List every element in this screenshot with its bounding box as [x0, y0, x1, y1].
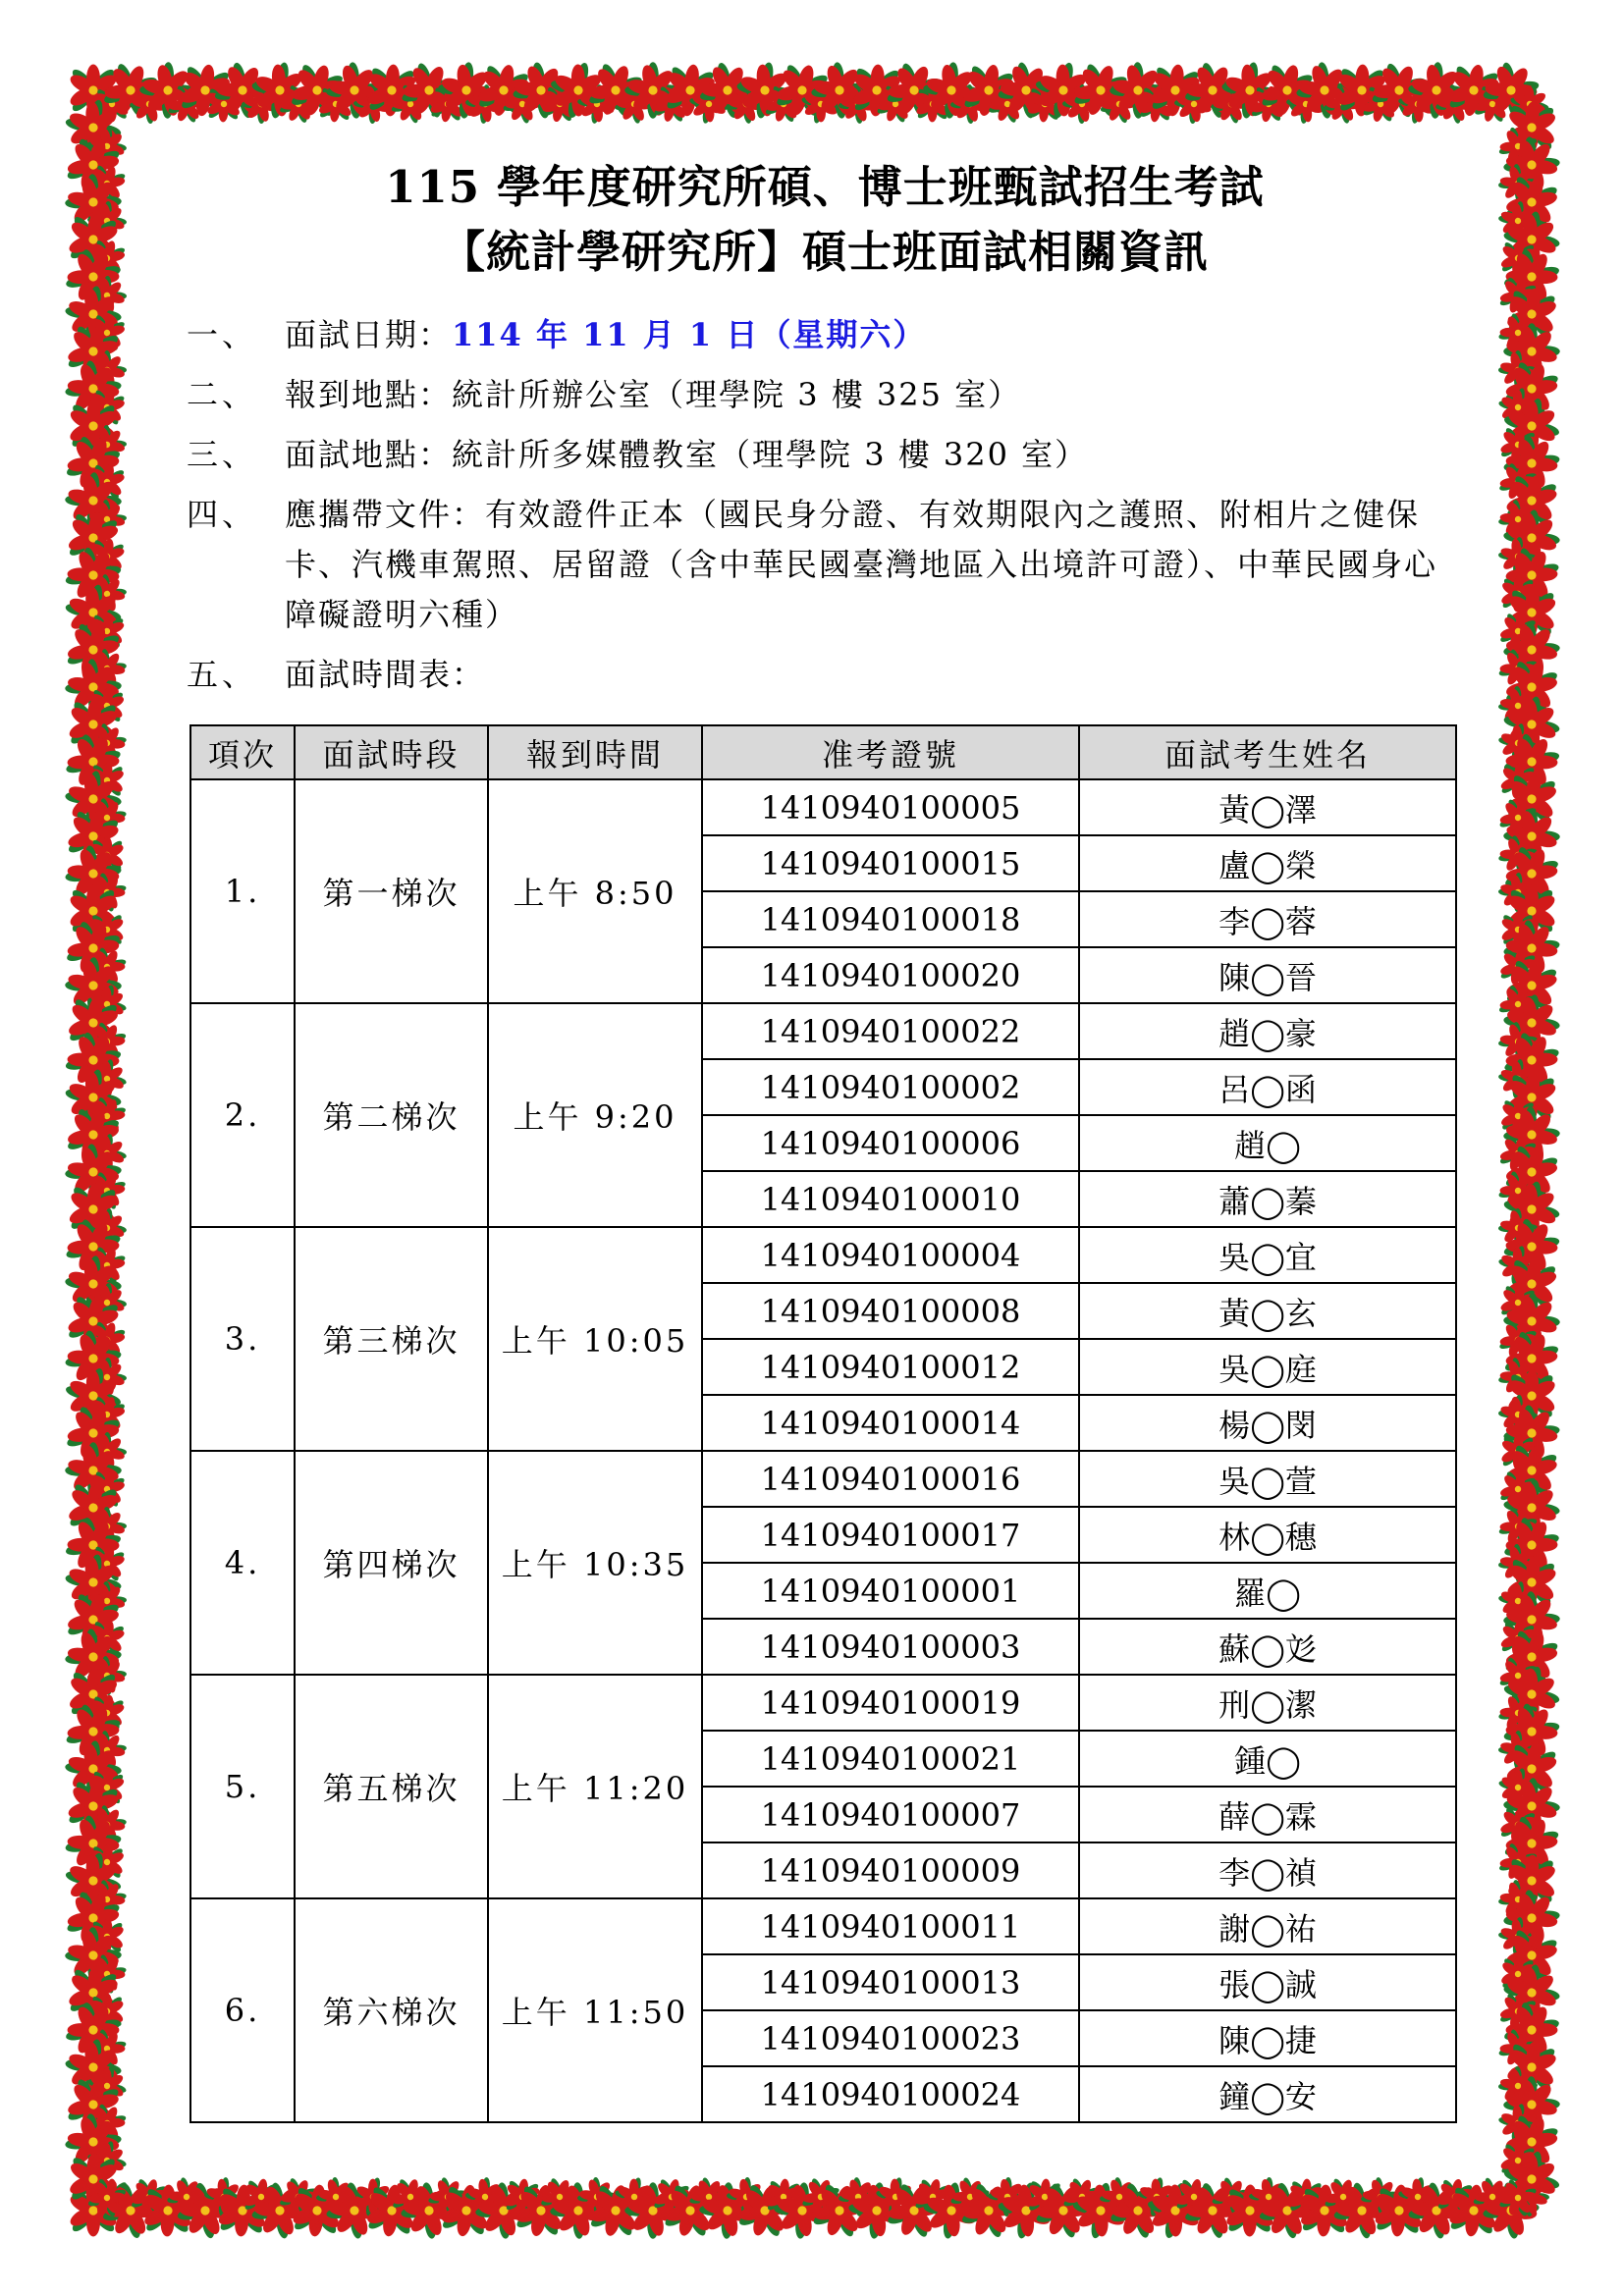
- exam-id-cell: 1410940100008: [702, 1283, 1079, 1339]
- exam-id-cell: 1410940100018: [702, 891, 1079, 947]
- group-session: 第五梯次: [295, 1675, 488, 1898]
- candidate-name-cell: 李◯蓉: [1079, 891, 1456, 947]
- exam-id-cell: 1410940100013: [702, 1954, 1079, 2010]
- exam-id-cell: 1410940100009: [702, 1842, 1079, 1898]
- table-row: [190, 779, 1456, 835]
- col-header-checkin-time: 報到時間: [488, 725, 702, 779]
- exam-id-cell: 1410940100023: [702, 2010, 1079, 2066]
- exam-id-cell: 1410940100021: [702, 1731, 1079, 1787]
- group-session: 第六梯次: [295, 1898, 488, 2122]
- exam-id-cell: 1410940100022: [702, 1003, 1079, 1059]
- candidate-name-cell: 吳◯萱: [1079, 1451, 1456, 1507]
- exam-id-cell: 1410940100016: [702, 1451, 1079, 1507]
- candidate-name-cell: 吳◯庭: [1079, 1339, 1456, 1395]
- exam-id-cell: 1410940100004: [702, 1227, 1079, 1283]
- group-session: 第一梯次: [295, 779, 488, 1003]
- exam-id-cell: 1410940100001: [702, 1563, 1079, 1619]
- exam-id-cell: 1410940100014: [702, 1395, 1079, 1451]
- candidate-name-cell: 呂◯函: [1079, 1059, 1456, 1115]
- group-session: 第四梯次: [295, 1451, 488, 1675]
- exam-id-cell: 1410940100015: [702, 835, 1079, 891]
- candidate-name-cell: 黃◯澤: [1079, 779, 1456, 835]
- candidate-name-cell: 陳◯捷: [1079, 2010, 1456, 2066]
- interview-date: 114 年 11 月 1 日（星期六）: [452, 316, 927, 353]
- group-checkin-time: 上午 10:35: [488, 1451, 702, 1675]
- candidate-name-cell: 羅◯: [1079, 1563, 1456, 1619]
- info-item-date: 一、 面試日期：114 年 11 月 1 日（星期六）: [187, 316, 927, 353]
- table-row: [190, 1227, 1456, 1283]
- candidate-name-cell: 楊◯閔: [1079, 1395, 1456, 1451]
- table-row: [190, 1003, 1456, 1059]
- page-title-line1: 115 學年度研究所碩、博士班甄試招生考試: [385, 161, 1265, 213]
- exam-id-cell: 1410940100007: [702, 1787, 1079, 1842]
- group-number: 5.: [190, 1675, 295, 1898]
- group-checkin-time: 上午 9:20: [488, 1003, 702, 1227]
- candidate-name-cell: 趙◯豪: [1079, 1003, 1456, 1059]
- exam-id-cell: 1410940100010: [702, 1171, 1079, 1227]
- interview-schedule-table: [189, 724, 1457, 2123]
- group-checkin-time: 上午 11:50: [488, 1898, 702, 2122]
- col-header-exam-id: 准考證號: [702, 725, 1079, 779]
- group-number: 2.: [190, 1003, 295, 1227]
- exam-id-cell: 1410940100006: [702, 1115, 1079, 1171]
- group-session: 第二梯次: [295, 1003, 488, 1227]
- group-number: 1.: [190, 779, 295, 1003]
- group-number: 3.: [190, 1227, 295, 1451]
- col-header-session: 面試時段: [295, 725, 488, 779]
- candidate-name-cell: 林◯穗: [1079, 1507, 1456, 1563]
- info-list: [187, 310, 1463, 700]
- info-item-documents: 四、 應攜帶文件：有效證件正本（國民身分證、有效期限內之護照、附相片之健保卡、汽機車駕照、居留證（含中華民國臺灣地區入出境許可證）、中華民國身心障礙證明六種）: [187, 496, 1438, 633]
- info-item-checkin-location: 二、 報到地點：統計所辦公室（理學院 3 樓 325 室）: [187, 376, 1022, 413]
- exam-id-cell: 1410940100020: [702, 947, 1079, 1003]
- group-number: 6.: [190, 1898, 295, 2122]
- candidate-name-cell: 趙◯: [1079, 1115, 1456, 1171]
- exam-id-cell: 1410940100024: [702, 2066, 1079, 2122]
- exam-id-cell: 1410940100003: [702, 1619, 1079, 1675]
- col-header-candidate-name: 面試考生姓名: [1079, 725, 1456, 779]
- candidate-name-cell: 刑◯潔: [1079, 1675, 1456, 1731]
- exam-id-cell: 1410940100011: [702, 1898, 1079, 1954]
- group-checkin-time: 上午 11:20: [488, 1675, 702, 1898]
- col-header-no: 項次: [190, 725, 295, 779]
- candidate-name-cell: 黃◯玄: [1079, 1283, 1456, 1339]
- candidate-name-cell: 吳◯宜: [1079, 1227, 1456, 1283]
- candidate-name-cell: 謝◯祐: [1079, 1898, 1456, 1954]
- table-row: [190, 1451, 1456, 1507]
- exam-id-cell: 1410940100002: [702, 1059, 1079, 1115]
- candidate-name-cell: 鐘◯安: [1079, 2066, 1456, 2122]
- candidate-name-cell: 鍾◯: [1079, 1731, 1456, 1787]
- candidate-name-cell: 陳◯晉: [1079, 947, 1456, 1003]
- group-checkin-time: 上午 8:50: [488, 779, 702, 1003]
- exam-id-cell: 1410940100019: [702, 1675, 1079, 1731]
- candidate-name-cell: 蘇◯彣: [1079, 1619, 1456, 1675]
- exam-id-cell: 1410940100012: [702, 1339, 1079, 1395]
- candidate-name-cell: 蕭◯蓁: [1079, 1171, 1456, 1227]
- candidate-name-cell: 盧◯榮: [1079, 835, 1456, 891]
- page-title-line2: 【統計學研究所】碩士班面試相關資訊: [440, 226, 1209, 278]
- info-item-schedule: 五、 面試時間表：: [187, 656, 486, 693]
- info-item-interview-location: 三、 面試地點：統計所多媒體教室（理學院 3 樓 320 室）: [187, 436, 1089, 473]
- group-session: 第三梯次: [295, 1227, 488, 1451]
- table-row: [190, 1898, 1456, 1954]
- exam-id-cell: 1410940100005: [702, 779, 1079, 835]
- document-body: [187, 155, 1463, 710]
- group-number: 4.: [190, 1451, 295, 1675]
- candidate-name-cell: 李◯禎: [1079, 1842, 1456, 1898]
- table-header-row: [190, 725, 1456, 779]
- exam-id-cell: 1410940100017: [702, 1507, 1079, 1563]
- candidate-name-cell: 張◯誠: [1079, 1954, 1456, 2010]
- group-checkin-time: 上午 10:05: [488, 1227, 702, 1451]
- candidate-name-cell: 薛◯霖: [1079, 1787, 1456, 1842]
- table-row: [190, 1675, 1456, 1731]
